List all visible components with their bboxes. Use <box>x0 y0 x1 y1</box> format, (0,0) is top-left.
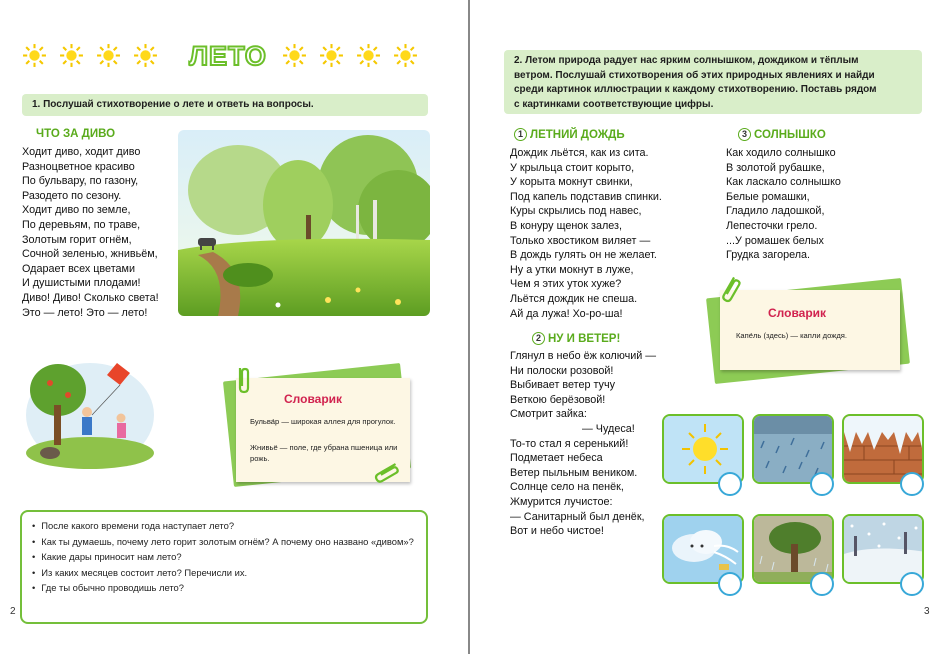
poem-line: У крыльца стоит корыто, <box>510 161 635 174</box>
dictionary-card <box>710 282 914 378</box>
poem-line: Как ласкало солнышко <box>726 176 841 189</box>
question-item: • После какого времени года наступает лето? <box>32 518 416 534</box>
question-item: • Из каких месяцев состоит лето? Перечисли их. <box>32 565 416 581</box>
dictionary-card <box>228 368 418 488</box>
right-page <box>470 0 948 654</box>
poem-line: Гладило ладошкой, <box>726 205 825 218</box>
question-item: • Где ты обычно проводишь лето? <box>32 580 416 596</box>
sun-icon <box>96 43 121 68</box>
poem-line: Разноцветное красиво <box>22 160 135 173</box>
poem-line: Чем я этих уток хуже? <box>510 278 622 291</box>
poem-line: И душистыми плодами! <box>22 277 141 290</box>
poem-line: Ну а утки мокнут в луже, <box>510 263 634 276</box>
poem-1-title <box>514 128 625 141</box>
task-2-line: среди картинок иллюстрации к каждому стихотворению. Поставь рядом <box>514 84 877 95</box>
answer-circle[interactable] <box>900 572 924 596</box>
answer-circle[interactable] <box>810 572 834 596</box>
task-2-line: с картинками соответствующие цифры. <box>514 98 714 110</box>
poem-line: ...У ромашек белых <box>726 234 824 247</box>
dictionary-title: Словарик <box>284 392 343 406</box>
page-number: 3 <box>924 606 930 617</box>
sun-row-left <box>22 43 158 68</box>
poem-3-number: 3 <box>738 128 751 141</box>
paperclip-icon <box>234 364 254 394</box>
poem-line: Жмурится лучистое: <box>510 495 613 508</box>
sun-icon <box>282 43 307 68</box>
poem-3-text <box>726 146 841 263</box>
poem-line: Разодето по сезону. <box>22 189 122 202</box>
sun-icon <box>59 43 84 68</box>
poem-2-number: 2 <box>532 332 545 345</box>
poem-line: По бульвару, по газону, <box>22 175 139 188</box>
task-2-instruction <box>504 50 922 114</box>
answer-circle[interactable] <box>718 572 742 596</box>
sun-icon <box>22 43 47 68</box>
poem-2-text <box>510 349 656 539</box>
page-title: ЛЕТО <box>189 41 267 71</box>
poem-line: По деревьям, по траве, <box>22 218 141 231</box>
poem-line: Сочной зеленью, жнивьём, <box>22 248 158 261</box>
poem-line: Выбивает ветер тучу <box>510 379 615 392</box>
poem-line: Льётся дождик не спеша. <box>510 292 638 305</box>
questions-box <box>20 510 428 624</box>
poem-1-title-text: ЛЕТНИЙ ДОЖДЬ <box>530 129 625 141</box>
poem-line: Солнце село на пенёк, <box>510 481 624 494</box>
poem-line: Смотрит зайка: <box>510 408 587 421</box>
poem-1-number: 1 <box>514 128 527 141</box>
poem-line: Как ходило солнышко <box>726 147 836 159</box>
summer-meadow-illustration <box>178 130 430 316</box>
poem-2-title <box>532 332 620 345</box>
poem-line: Веткою берёзовой! <box>510 393 606 406</box>
poem-line: В конуру щенок залез, <box>510 219 623 232</box>
poem-line: Одарает всех цветами <box>22 262 135 275</box>
poem-line: Грудка загорела. <box>726 249 811 262</box>
poem-line: Белые ромашки, <box>726 190 810 203</box>
poem-line: В золотой рубашке, <box>726 161 825 174</box>
poem-line: В дождь гулять он не желает. <box>510 249 657 262</box>
poem-line: — Чудеса! <box>582 422 635 435</box>
poem-line: Подметает небеса <box>510 452 603 465</box>
dictionary-entry-bulvar: Бульва́р — широкая аллея для прогулок. <box>250 417 396 426</box>
answer-circle[interactable] <box>718 472 742 496</box>
dictionary-entry-zhnivyo: Жнивьё — поле, где убрана пшеница или рожь. <box>250 443 398 463</box>
poem-line: Ай да лужа! Хо-ро-ша! <box>510 307 623 320</box>
poem-text <box>22 145 159 320</box>
sun-icon <box>393 43 418 68</box>
poem-line: То-то стал я серенький! <box>510 437 629 450</box>
poem-line: Вот и небо чистое! <box>510 525 604 538</box>
poem-line: Ходит диво, ходит диво <box>22 146 141 158</box>
poem-line: Ходит диво по земле, <box>22 204 131 217</box>
dictionary-title: Словарик <box>768 306 827 320</box>
poem-line: Куры скрылись под навес, <box>510 205 642 218</box>
sun-icon <box>319 43 344 68</box>
poem-line: Ветер пыльным веником. <box>510 466 638 479</box>
poem-2-title-text: НУ И ВЕТЕР! <box>548 333 621 345</box>
poem-line: Это — лето! Это — лето! <box>22 306 148 319</box>
task-2-line: 2. Летом природа радует нас ярким солнышком, дождиком и тёплым <box>514 55 859 66</box>
poem-line: Золотым горит огнём, <box>22 233 132 246</box>
poem-line: Дождик льётся, как из сита. <box>510 147 649 159</box>
page-number: 2 <box>10 606 16 617</box>
left-page <box>0 0 468 654</box>
sun-icon <box>356 43 381 68</box>
poem-3-title <box>738 128 826 141</box>
poem-line: Под капель подставив спинки. <box>510 190 662 203</box>
poem-title: ЧТО ЗА ДИВО <box>36 128 116 140</box>
answer-circle[interactable] <box>810 472 834 496</box>
poem-3-title-text: СОЛНЫШКО <box>754 129 826 141</box>
poem-line: — Санитарный был денёк, <box>510 510 645 523</box>
poem-line: Диво! Диво! Сколько света! <box>22 291 159 304</box>
task-2-line: ветром. Послушай стихотворения об этих природных явлениях и найди <box>514 69 875 81</box>
poem-line: Только хвостиком виляет — <box>510 234 651 247</box>
answer-circle[interactable] <box>900 472 924 496</box>
question-item: • Какие дары приносит нам лето? <box>32 549 416 565</box>
dictionary-entry-kapel: Капе́ль (здесь) — капли дождя. <box>736 331 847 340</box>
poem-1-text <box>510 146 662 321</box>
poem-line: Лепесточки грело. <box>726 219 818 232</box>
child-with-kite-illustration <box>22 345 158 470</box>
sun-row-right <box>282 43 418 68</box>
poem-line: У корыта мокнут свинки, <box>510 176 633 189</box>
poem-line: Глянул в небо ёж колючий — <box>510 350 657 362</box>
task-1-instruction: 1. Послушай стихотворение о лете и ответь на вопросы. <box>22 94 428 116</box>
question-item: • Как ты думаешь, почему лето горит золотым огнём? А почему оно названо «дивом»? <box>32 534 416 550</box>
poem-line: Ни полоски розовой! <box>510 364 614 377</box>
sun-icon <box>133 43 158 68</box>
